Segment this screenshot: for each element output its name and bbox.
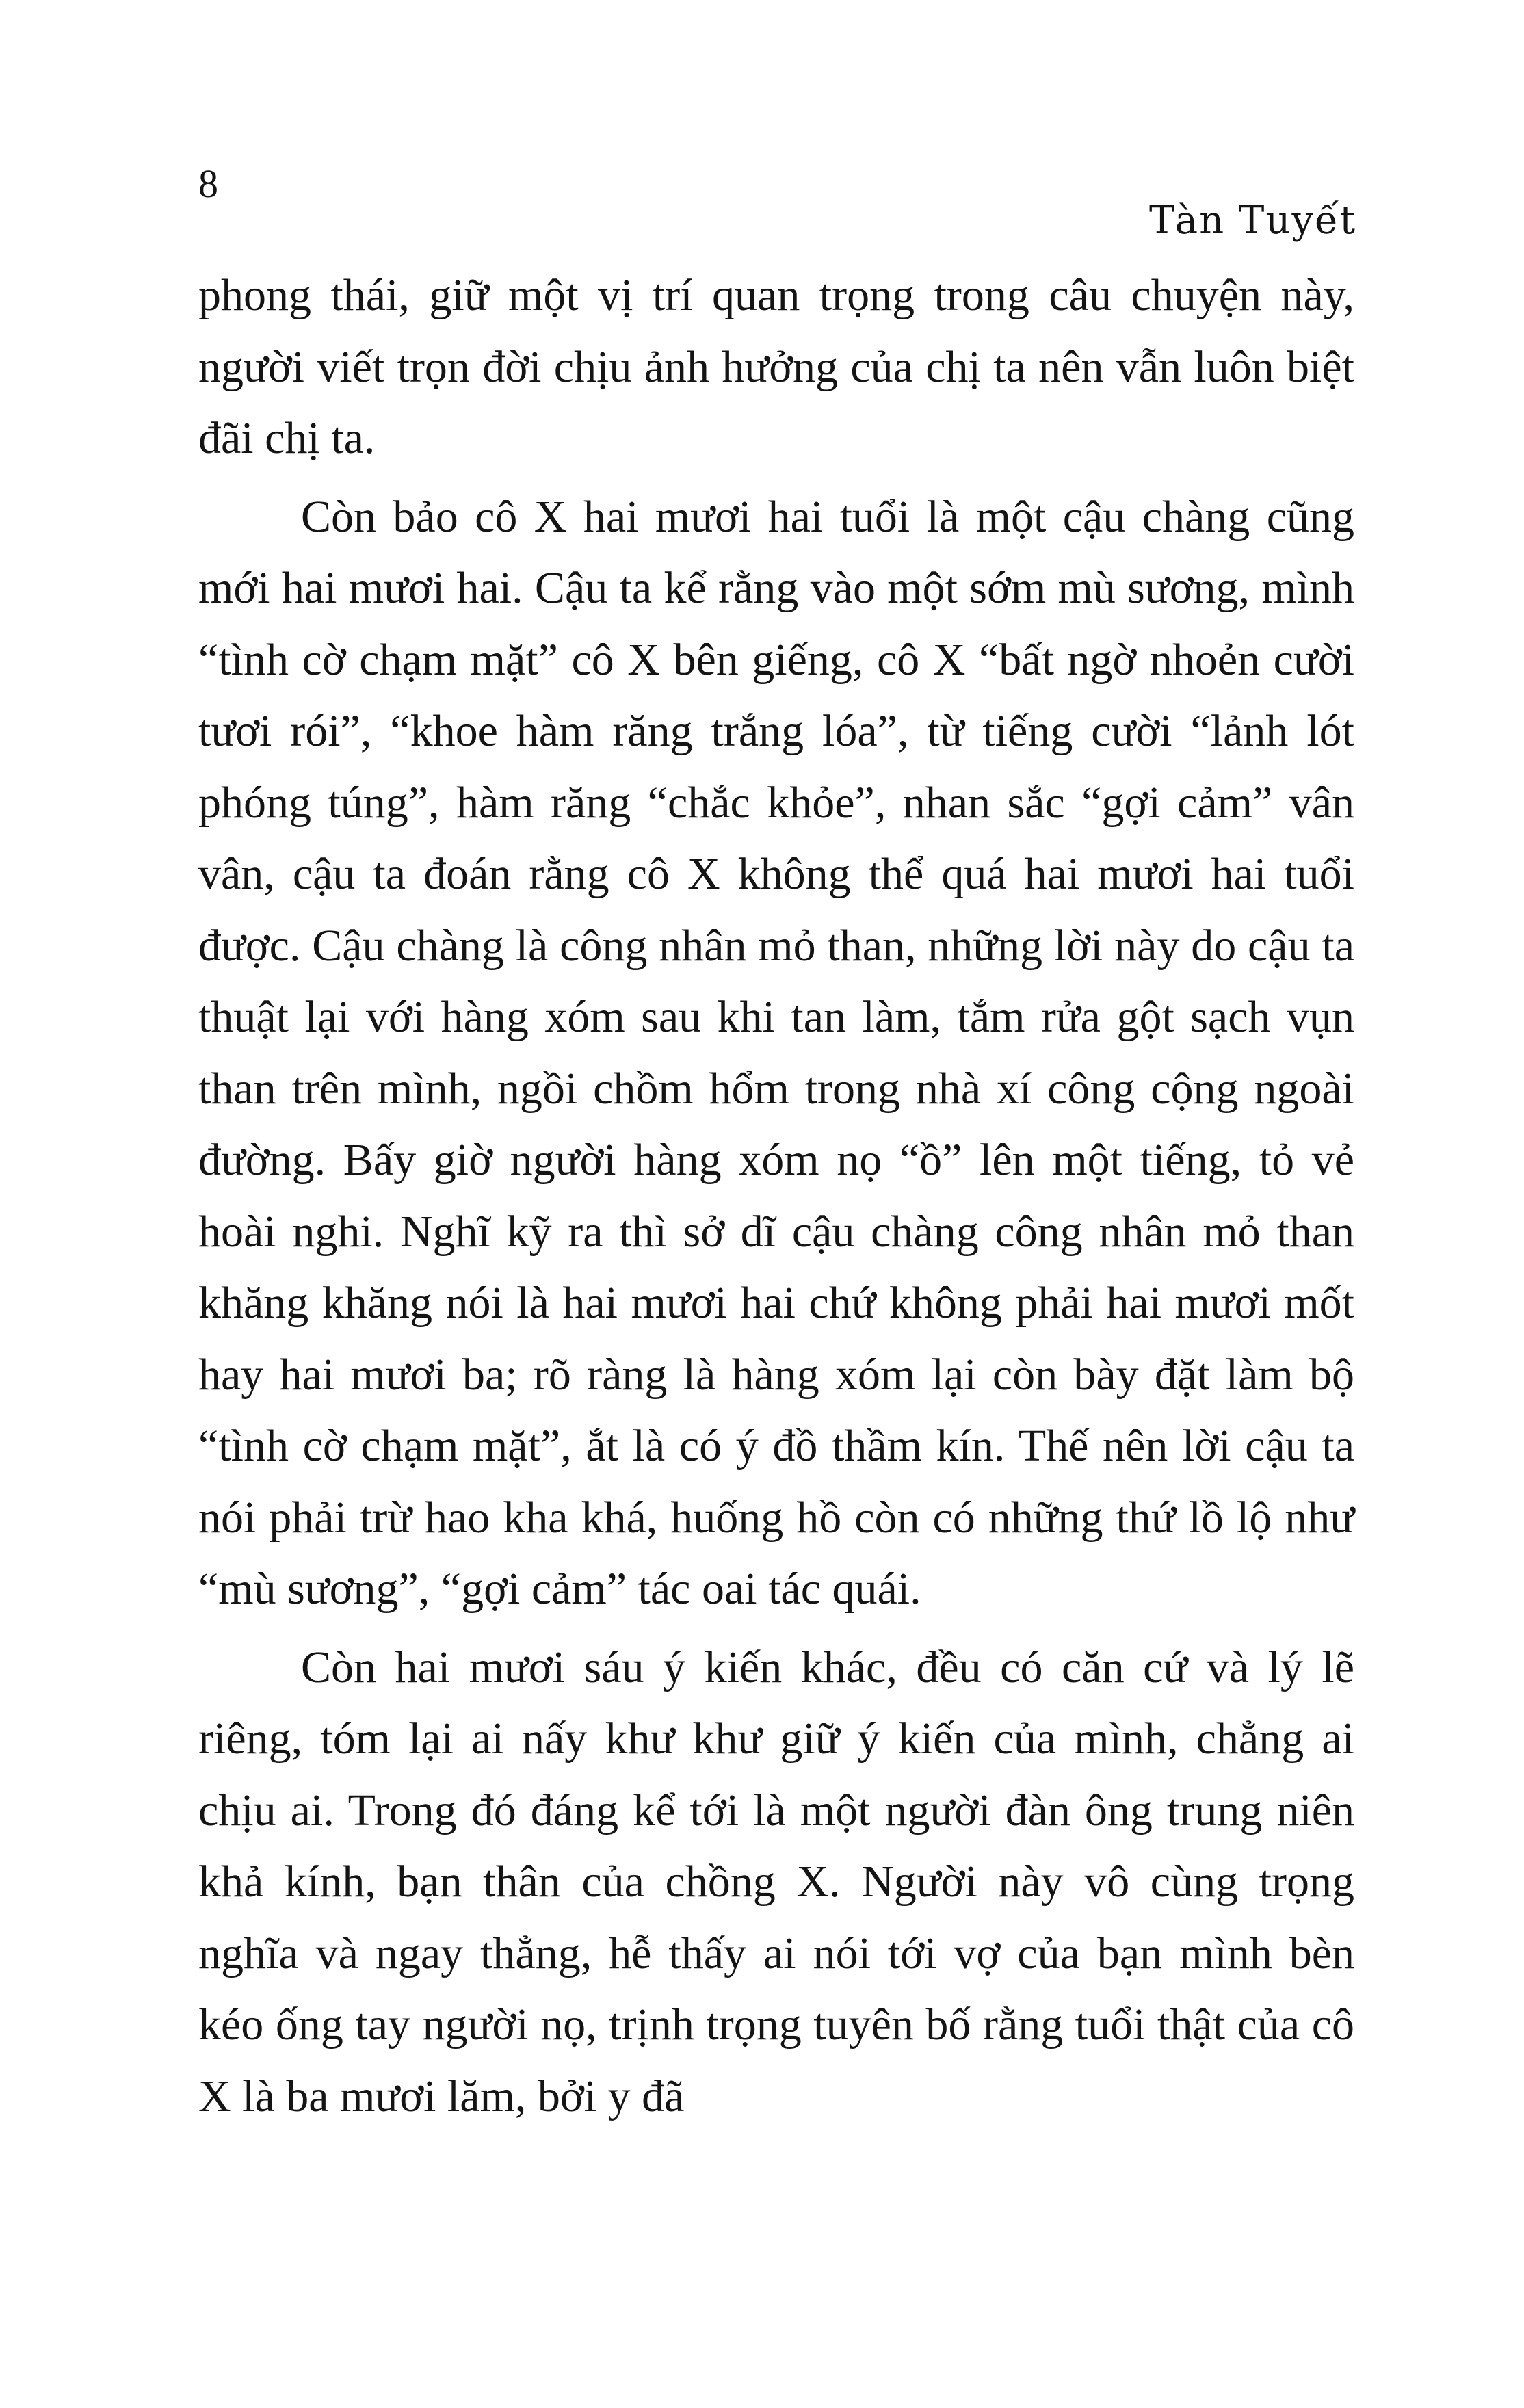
paragraph-continued: phong thái, giữ một vị trí quan trọng trong câu chuyện này, người viết trọn đời chịu ảnh hưởng của chị ta nên vẫn luôn biệt đãi chị ta. — [198, 270, 1354, 463]
paragraph: Còn bảo cô X hai mươi hai tuổi là một cậu chàng cũng mới hai mươi hai. Cậu ta kể rằng vào một sớm mù sương, mình “tình cờ chạm mặt” cô X bên giếng, cô X “bất ngờ nhoẻn cười tươi rói”, “khoe hàm răng trắng lóa”, từ tiếng cười “lảnh lót phóng túng”, hàm răng “chắc khỏe”, nhan sắc “gợi cảm” vân vân, cậu ta đoán rằng cô X không thể quá hai mươi hai tuổi được. Cậu chàng là công nhân mỏ than, những lời này do cậu ta thuật lại với hàng xóm sau khi tan làm, tắm rửa gột sạch vụn than trên mình, ngồi chồm hổm trong nhà xí công cộng ngoài đường. Bấy giờ người hàng xóm nọ “ồ” lên một tiếng, tỏ vẻ hoài nghi. Nghĩ kỹ ra thì sở dĩ cậu chàng công nhân mỏ than khăng khăng nói là hai mươi hai chứ không phải hai mươi mốt hay hai mươi ba; rõ ràng là hàng xóm lại còn bày đặt làm bộ “tình cờ chạm mặt”, ắt là có ý đồ thầm kín. Thế nên lời cậu ta nói phải trừ hao kha khá, huống hồ còn có những thứ lồ lộ như “mù sương”, “gợi cảm” tác oai tác quái. — [198, 491, 1354, 1614]
paragraph: Còn hai mươi sáu ý kiến khác, đều có căn cứ và lý lẽ riêng, tóm lại ai nấy khư khư giữ ý kiến của mình, chẳng ai chịu ai. Trong đó đáng kể tới là một người đàn ông trung niên khả kính, bạn thân của chồng X. Người này vô cùng trọng nghĩa và ngay thẳng, hễ thấy ai nói tới vợ của bạn mình bèn kéo ống tay người nọ, trịnh trọng tuyên bố rằng tuổi thật của cô X là ba mươi lăm, bởi y đã — [198, 1642, 1354, 2121]
running-head-title: Tàn Tuyết — [1148, 198, 1356, 243]
body-text — [198, 260, 1354, 2132]
page-number: 8 — [198, 161, 218, 206]
